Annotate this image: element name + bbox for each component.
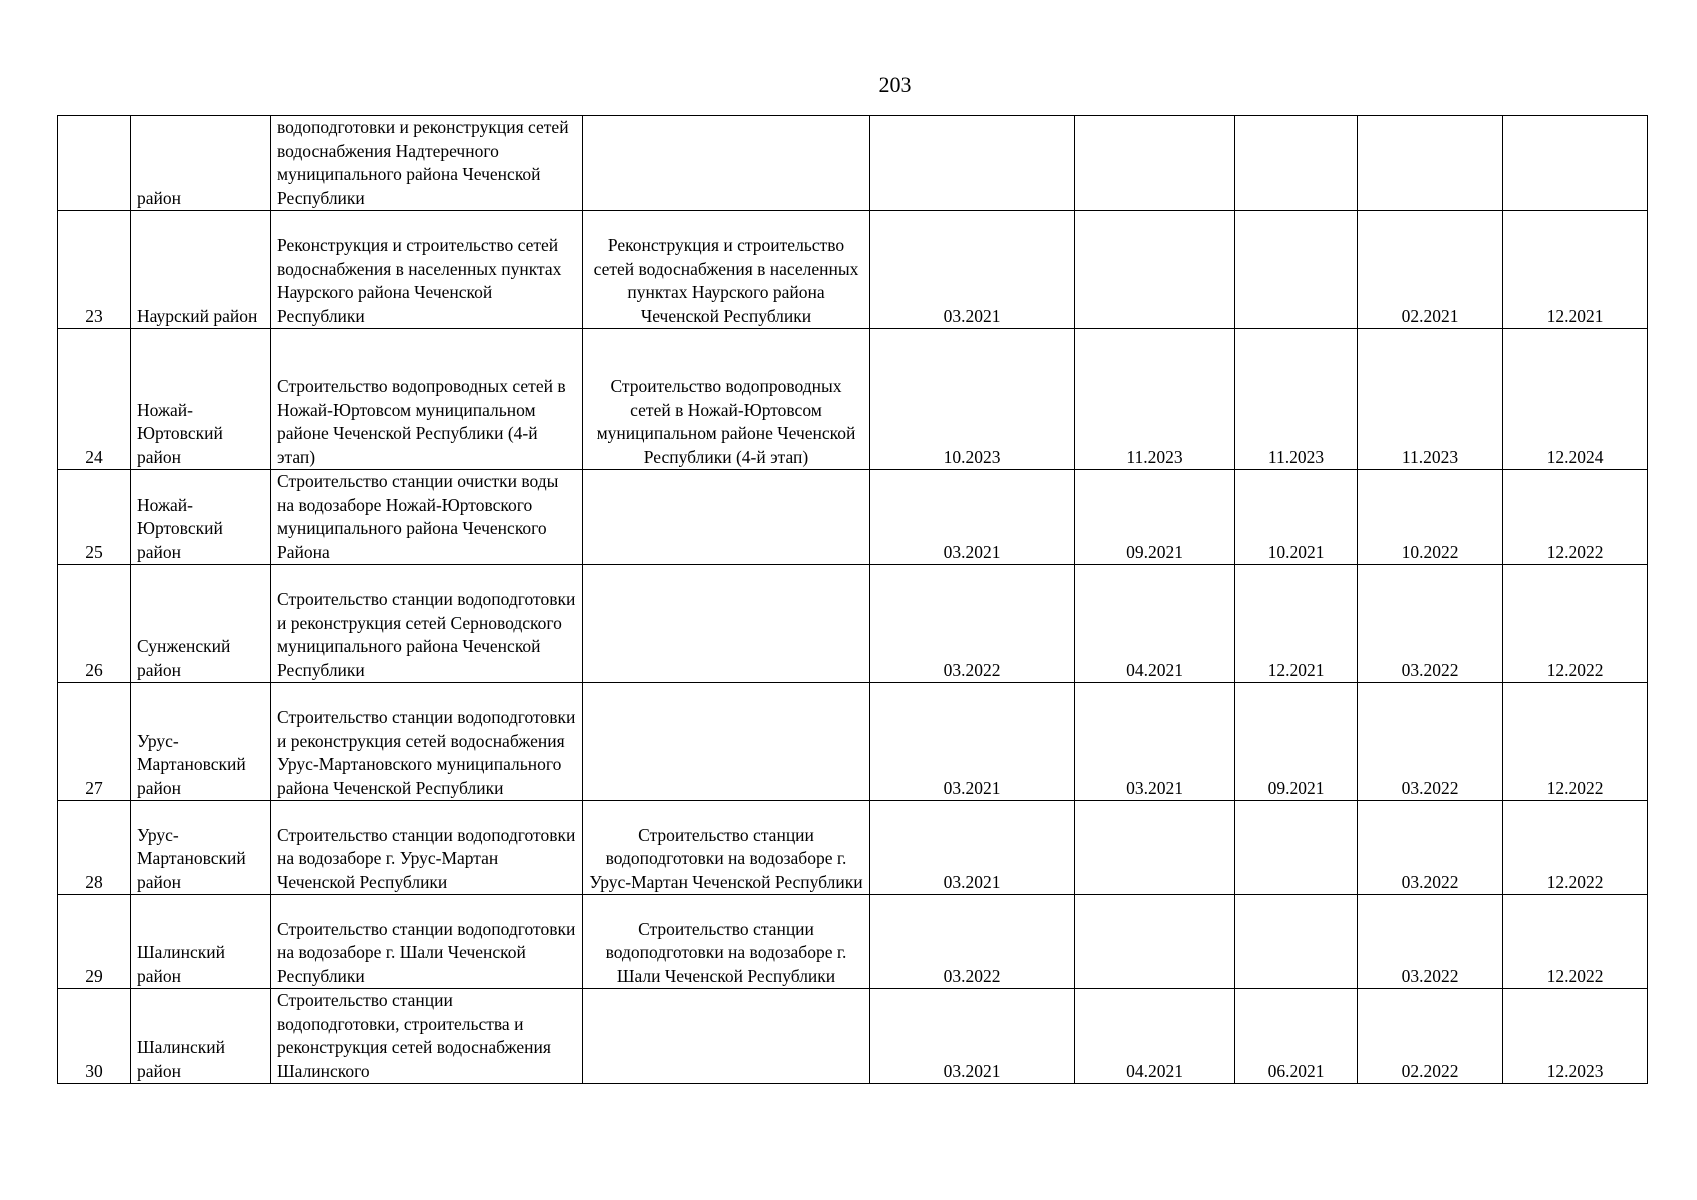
table-row: [58, 683, 1648, 801]
table-row: [58, 895, 1648, 989]
date-cell-2: 04.2021: [1075, 565, 1235, 683]
row-number: 24: [58, 329, 131, 470]
object-program-cell: Реконструкция и строительство сетей водоснабжения в населенных пунктах Наурского района Чеченской Республики: [583, 211, 870, 329]
district-cell: Ножай-Юртовский район: [131, 470, 271, 565]
row-number: [58, 116, 131, 211]
date-cell-4: 03.2022: [1358, 895, 1503, 989]
date-cell-5: [1503, 116, 1648, 211]
date-cell-1: 03.2022: [870, 895, 1075, 989]
object-program-cell: [583, 989, 870, 1084]
row-number: 27: [58, 683, 131, 801]
date-cell-1: 10.2023: [870, 329, 1075, 470]
date-cell-4: 11.2023: [1358, 329, 1503, 470]
date-cell-3: 06.2021: [1235, 989, 1358, 1084]
date-cell-4: 03.2022: [1358, 565, 1503, 683]
object-name-cell: Строительство станции водоподготовки и реконструкция сетей Серноводского муниципального района Чеченской Республики: [271, 565, 583, 683]
table-row: [58, 470, 1648, 565]
date-cell-1: 03.2021: [870, 801, 1075, 895]
object-name-cell: Строительство станции водоподготовки на водозаборе г. Шали Чеченской Республики: [271, 895, 583, 989]
date-cell-3: 10.2021: [1235, 470, 1358, 565]
district-cell: Наурский район: [131, 211, 271, 329]
date-cell-3: [1235, 895, 1358, 989]
date-cell-2: 03.2021: [1075, 683, 1235, 801]
date-cell-2: [1075, 211, 1235, 329]
date-cell-2: [1075, 895, 1235, 989]
date-cell-5: 12.2022: [1503, 801, 1648, 895]
row-number: 29: [58, 895, 131, 989]
page-number: 203: [878, 72, 912, 97]
date-cell-1: 03.2021: [870, 470, 1075, 565]
date-cell-4: 03.2022: [1358, 683, 1503, 801]
row-number: 28: [58, 801, 131, 895]
object-program-cell: [583, 683, 870, 801]
date-cell-5: 12.2022: [1503, 683, 1648, 801]
object-program-cell: [583, 470, 870, 565]
projects-table: [57, 115, 1648, 1084]
table-row: [58, 989, 1648, 1084]
row-number: 30: [58, 989, 131, 1084]
table-row: [58, 329, 1648, 470]
date-cell-4: [1358, 116, 1503, 211]
object-program-cell: Строительство станции водоподготовки на водозаборе г. Урус-Мартан Чеченской Республики: [583, 801, 870, 895]
date-cell-4: 10.2022: [1358, 470, 1503, 565]
date-cell-5: 12.2022: [1503, 895, 1648, 989]
district-cell: Ножай-Юртовский район: [131, 329, 271, 470]
date-cell-5: 12.2021: [1503, 211, 1648, 329]
date-cell-2: 04.2021: [1075, 989, 1235, 1084]
object-program-cell: Строительство водопроводных сетей в Ножай-Юртовсом муниципальном районе Чеченской Республики (4-й этап): [583, 329, 870, 470]
date-cell-3: 12.2021: [1235, 565, 1358, 683]
date-cell-1: [870, 116, 1075, 211]
date-cell-1: 03.2021: [870, 683, 1075, 801]
date-cell-3: 09.2021: [1235, 683, 1358, 801]
object-name-cell: водоподготовки и реконструкция сетей водоснабжения Надтеречного муниципального района Чеченской Республики: [271, 116, 583, 211]
object-name-cell: Строительство станции водоподготовки и реконструкция сетей водоснабжения Урус-Мартановского муниципального района Чеченской Республики: [271, 683, 583, 801]
date-cell-5: 12.2022: [1503, 470, 1648, 565]
date-cell-3: 11.2023: [1235, 329, 1358, 470]
date-cell-3: [1235, 116, 1358, 211]
date-cell-2: [1075, 116, 1235, 211]
object-name-cell: Строительство станции водоподготовки, строительства и реконструкция сетей водоснабжения Шалинского: [271, 989, 583, 1084]
object-name-cell: Строительство станции водоподготовки на водозаборе г. Урус-Мартан Чеченской Республики: [271, 801, 583, 895]
date-cell-4: 02.2022: [1358, 989, 1503, 1084]
table-row: [58, 565, 1648, 683]
date-cell-2: 09.2021: [1075, 470, 1235, 565]
date-cell-2: 11.2023: [1075, 329, 1235, 470]
table-row: [58, 801, 1648, 895]
district-cell: Урус-Мартановский район: [131, 683, 271, 801]
object-program-cell: [583, 116, 870, 211]
row-number: 25: [58, 470, 131, 565]
row-number: 23: [58, 211, 131, 329]
object-program-cell: [583, 565, 870, 683]
date-cell-1: 03.2022: [870, 565, 1075, 683]
date-cell-3: [1235, 801, 1358, 895]
row-number: 26: [58, 565, 131, 683]
object-name-cell: Реконструкция и строительство сетей водоснабжения в населенных пунктах Наурского района Чеченской Республики: [271, 211, 583, 329]
date-cell-2: [1075, 801, 1235, 895]
district-cell: Шалинский район: [131, 895, 271, 989]
object-name-cell: Строительство станции очистки воды на водозаборе Ножай-Юртовского муниципального района Чеченского Района: [271, 470, 583, 565]
district-cell: Урус-Мартановский район: [131, 801, 271, 895]
district-cell: Сунженский район: [131, 565, 271, 683]
object-program-cell: Строительство станции водоподготовки на водозаборе г. Шали Чеченской Республики: [583, 895, 870, 989]
district-cell: Шалинский район: [131, 989, 271, 1084]
table-row: [58, 211, 1648, 329]
date-cell-1: 03.2021: [870, 211, 1075, 329]
date-cell-5: 12.2024: [1503, 329, 1648, 470]
date-cell-5: 12.2022: [1503, 565, 1648, 683]
date-cell-4: 02.2021: [1358, 211, 1503, 329]
table-row: [58, 116, 1648, 211]
date-cell-3: [1235, 211, 1358, 329]
object-name-cell: Строительство водопроводных сетей в Ножай-Юртовсом муниципальном районе Чеченской Республики (4-й этап): [271, 329, 583, 470]
date-cell-5: 12.2023: [1503, 989, 1648, 1084]
date-cell-4: 03.2022: [1358, 801, 1503, 895]
district-cell: район: [131, 116, 271, 211]
date-cell-1: 03.2021: [870, 989, 1075, 1084]
